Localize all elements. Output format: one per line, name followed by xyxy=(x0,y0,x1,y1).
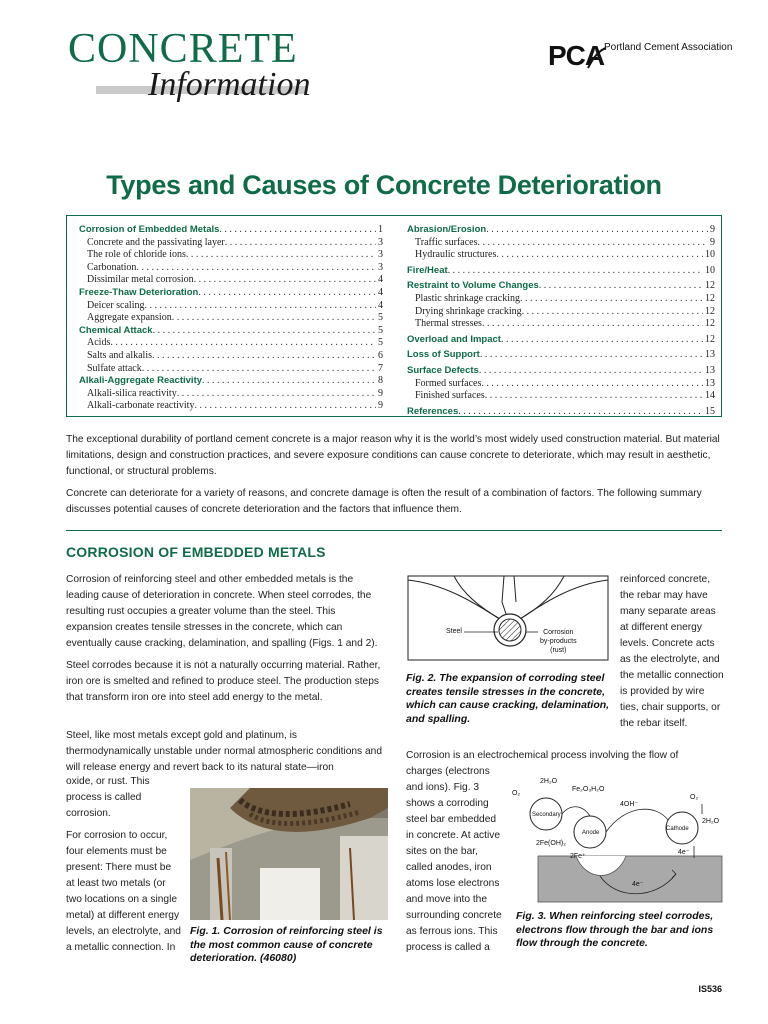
toc-entry-page: 3 xyxy=(378,249,383,261)
toc-entry-page: 4 xyxy=(378,299,383,311)
toc-leader-dots xyxy=(194,274,376,287)
toc-leader-dots xyxy=(144,300,376,313)
toc-entry xyxy=(407,334,715,347)
fig2-label-corrosion xyxy=(540,628,577,655)
toc-entry-page: 8 xyxy=(378,375,383,387)
toc-entry-page: 9 xyxy=(710,236,715,248)
toc-entry-page: 4 xyxy=(378,286,383,298)
toc-entry xyxy=(79,300,383,313)
fig3-label-o2-right: O₂ xyxy=(690,794,699,801)
toc-entry-label: Abrasion/Erosion xyxy=(407,224,487,235)
toc-entry-page: 7 xyxy=(378,362,383,374)
section-paragraph-3a: Steel, like most metals except gold and platinum, is thermodynamically unstable under normal atmospheric conditions and will release energy and revert back to its natural state—iron xyxy=(66,730,382,773)
toc-left-column xyxy=(79,224,383,413)
toc-entry-page: 13 xyxy=(705,377,715,389)
table-of-contents xyxy=(66,215,722,417)
toc-entry-label: Drying shrinkage cracking xyxy=(415,305,522,317)
toc-entry-page: 3 xyxy=(378,236,383,248)
toc-leader-dots xyxy=(479,365,703,378)
fig3-label-cathode: Cathode xyxy=(666,826,689,832)
fig3-label-feoh: 2Fe(OH)₂ xyxy=(536,840,566,847)
fig3-label-e-right: 4e⁻ xyxy=(678,849,690,856)
toc-entry-page: 12 xyxy=(705,333,715,345)
toc-leader-dots xyxy=(482,318,703,331)
toc-entry xyxy=(79,287,383,300)
toc-leader-dots xyxy=(186,249,376,262)
toc-entry xyxy=(407,280,715,293)
toc-entry-page: 5 xyxy=(378,324,383,336)
toc-leader-dots xyxy=(520,293,703,306)
toc-leader-dots xyxy=(501,334,703,347)
toc-leader-dots xyxy=(152,350,376,363)
toc-leader-dots xyxy=(448,265,703,278)
toc-entry-label: Carbonation xyxy=(87,261,137,273)
fig3-label-e-bar: 4e⁻ xyxy=(632,881,644,888)
fig3-label-h2o-top: 2H₂O xyxy=(540,778,558,785)
toc-entry-label: Salts and alkalis xyxy=(87,349,152,361)
toc-entry xyxy=(407,349,715,362)
toc-entry-label: Restraint to Volume Changes xyxy=(407,280,539,292)
toc-leader-dots xyxy=(194,400,376,413)
toc-leader-dots xyxy=(477,237,708,250)
toc-entry-page: 3 xyxy=(378,261,383,273)
fig3-label-o2-left: O₂ xyxy=(512,790,521,797)
toc-leader-dots xyxy=(136,262,376,275)
toc-entry-label: Deicer scaling xyxy=(87,299,145,311)
fig1-corrosion-photo xyxy=(190,788,388,920)
section-paragraph-1: Corrosion of reinforcing steel and other embedded metals is the leading cause of deterioration in concrete. When steel corrodes, the resulting rust occupies a greater volume than the steel. This expansion creates tensile stresses in the concrete, which can eventually cause cracking, delamination, and spalling (Figs. 1 and 2). xyxy=(66,574,378,649)
toc-leader-dots xyxy=(172,312,376,325)
toc-entry xyxy=(407,406,715,419)
toc-entry-page: 5 xyxy=(378,337,383,349)
toc-leader-dots xyxy=(522,306,703,319)
toc-leader-dots xyxy=(153,325,376,338)
toc-entry-label: Surface Defects xyxy=(407,364,479,376)
fig3-label-fe-ion: 2Fe⁺ xyxy=(570,853,586,860)
toc-entry-label: Alkali-carbonate reactivity xyxy=(87,400,195,412)
toc-entry-page: 12 xyxy=(705,305,715,317)
toc-leader-dots xyxy=(481,378,703,391)
fig2-label-corrosion-line3: (rust) xyxy=(550,647,567,654)
fig2-label-steel: Steel xyxy=(446,628,462,635)
toc-entry xyxy=(79,400,383,413)
toc-entry-page: 12 xyxy=(705,280,715,292)
toc-leader-dots xyxy=(142,363,376,376)
toc-entry-page: 9 xyxy=(378,387,383,399)
toc-entry-label: Traffic surfaces xyxy=(415,236,478,248)
toc-leader-dots xyxy=(110,337,376,350)
toc-entry xyxy=(407,224,715,237)
toc-entry xyxy=(79,237,383,250)
document-code: IS536 xyxy=(698,984,722,994)
toc-entry-page: 12 xyxy=(705,292,715,304)
toc-entry xyxy=(79,274,383,287)
toc-entry xyxy=(79,325,383,338)
toc-entry xyxy=(79,363,383,376)
toc-entry-page: 13 xyxy=(705,349,715,361)
toc-entry xyxy=(407,365,715,378)
fig3-label-h2o-right: 2H₂O xyxy=(702,818,720,825)
section-paragraph-3b: oxide, or rust. This process is called corrosion. xyxy=(66,776,150,819)
toc-leader-dots xyxy=(219,224,376,237)
toc-entry-page: 6 xyxy=(378,349,383,361)
fig3-label-fe2o3: Fe₂O₃H₂O xyxy=(572,786,605,793)
toc-entry xyxy=(407,318,715,331)
toc-entry-label: Overload and Impact xyxy=(407,333,501,345)
fig3-caption: Fig. 3. When reinforcing steel corrodes, electrons flow through the bar and ions flow through the concrete. xyxy=(516,910,714,949)
toc-entry-page: 5 xyxy=(378,312,383,324)
toc-entry-label: Concrete and the passivating layer xyxy=(87,236,225,248)
toc-entry-label: References xyxy=(407,405,459,417)
toc-entry-page: 10 xyxy=(705,264,715,276)
toc-entry xyxy=(79,388,383,401)
toc-entry xyxy=(407,378,715,391)
toc-entry-label: Dissimilar metal corrosion xyxy=(87,274,194,286)
fig2-spalling-diagram xyxy=(404,572,612,664)
toc-entry-page: 15 xyxy=(705,405,715,417)
fig2-label-corrosion-line1: Corrosion xyxy=(543,629,574,636)
toc-entry-page: 1 xyxy=(378,224,383,235)
toc-entry-label: Fire/Heat xyxy=(407,264,448,276)
toc-entry-label: Chemical Attack xyxy=(79,324,153,336)
toc-entry-label: Aggregate expansion xyxy=(87,312,172,324)
toc-entry xyxy=(407,293,715,306)
toc-leader-dots xyxy=(458,406,703,419)
toc-leader-dots xyxy=(539,280,703,293)
toc-leader-dots xyxy=(486,224,708,237)
toc-entry-label: Freeze-Thaw Deterioration xyxy=(79,286,199,298)
toc-entry-label: Formed surfaces xyxy=(415,377,482,389)
page-title: Types and Causes of Concrete Deterioration xyxy=(106,170,662,200)
toc-leader-dots xyxy=(177,388,376,401)
brand-concrete: CONCRETE xyxy=(68,26,298,72)
toc-entry xyxy=(407,265,715,278)
intro-paragraph-1: The exceptional durability of portland cement concrete is a major reason why it is the world’s most widely used construction material. But material limitations, design and construction practices, and severe exposure conditions can cause concrete to deteriorate, which may result in aesthetic, functional, or structural problems. xyxy=(66,434,720,477)
toc-leader-dots xyxy=(202,375,376,388)
toc-entry-page: 12 xyxy=(705,318,715,330)
toc-entry-label: Corrosion of Embedded Metals xyxy=(79,224,220,235)
fig3-label-oh: 4OH⁻ xyxy=(620,801,639,808)
toc-leader-dots xyxy=(225,237,376,250)
fig2-caption: Fig. 2. The expansion of corroding steel creates tensile stresses in the concrete, which can cause cracking, delamination, and spalling. xyxy=(406,672,610,725)
toc-leader-dots xyxy=(485,390,703,403)
toc-entry xyxy=(79,350,383,363)
toc-entry-label: Hydraulic structures xyxy=(415,249,497,261)
toc-entry xyxy=(407,390,715,403)
toc-entry-label: Alkali-silica reactivity xyxy=(87,387,177,399)
toc-entry-label: Loss of Support xyxy=(407,349,480,361)
toc-entry xyxy=(407,237,715,250)
toc-entry-page: 10 xyxy=(705,249,715,261)
toc-leader-dots xyxy=(480,349,703,362)
toc-entry xyxy=(79,312,383,325)
toc-entry xyxy=(79,224,383,237)
toc-entry xyxy=(79,375,383,388)
section-heading: CORROSION OF EMBEDDED METALS xyxy=(66,544,326,560)
section-paragraph-2: Steel corrodes because it is not a naturally occurring material. Rather, iron ore is smelted and refined to produce steel. The production steps that transform iron ore into steel add energy to the metal. xyxy=(66,660,381,703)
section-paragraph-5b: charges (electrons and ions). Fig. 3 shows a corroding steel bar embedded in concrete. At active sites on the bar, called anodes, iron atoms lose electrons and move into the surrounding concrete as ferrous ions. This process is called a xyxy=(406,766,502,953)
toc-entry-label: Finished surfaces xyxy=(415,390,485,402)
fig1-caption: Fig. 1. Corrosion of reinforcing steel is the most common cause of concrete deterioration. (46080) xyxy=(190,925,383,964)
toc-entry-label: Thermal stresses xyxy=(415,318,482,330)
publisher-name: Portland Cement Association xyxy=(604,42,733,53)
right-column-paragraph: reinforced concrete, the rebar may have many separate areas at different energy levels. Concrete acts as the electrolyte, and the metallic connection is provided by wire ties, chair supports, or the rebar itself. xyxy=(620,574,724,729)
toc-entry-label: The role of chloride ions xyxy=(87,249,186,261)
brand-information: Information xyxy=(148,66,311,103)
toc-entry-label: Sulfate attack xyxy=(87,362,142,374)
toc-right-column xyxy=(407,224,715,418)
toc-entry xyxy=(79,337,383,350)
toc-entry xyxy=(79,249,383,262)
toc-entry-label: Alkali-Aggregate Reactivity xyxy=(79,375,203,387)
fig3-label-anode: Anode xyxy=(582,830,600,836)
intro-paragraph-2: Concrete can deteriorate for a variety of reasons, and concrete damage is often the result of a combination of factors. The following summary discusses potential causes of concrete deterioration and the factors that influence them. xyxy=(66,488,702,515)
toc-entry-label: Acids xyxy=(87,337,111,349)
toc-leader-dots xyxy=(496,249,703,262)
pca-logo: PCA xyxy=(548,40,605,71)
section-paragraph-4: For corrosion to occur, four elements must be present: There must be at least two metals (or two locations on a single metal) at different energy levels, an electrolyte, and a metallic connection. In xyxy=(66,830,181,953)
toc-entry-page: 9 xyxy=(378,400,383,412)
toc-entry-page: 13 xyxy=(705,364,715,376)
toc-entry-page: 4 xyxy=(378,274,383,286)
toc-entry-page: 14 xyxy=(705,390,715,402)
section-paragraph-5a: Corrosion is an electrochemical process involving the flow of xyxy=(406,750,679,761)
toc-entry-label: Plastic shrinkage cracking xyxy=(415,292,520,304)
section-divider xyxy=(66,530,722,531)
toc-entry-page: 9 xyxy=(710,224,715,235)
toc-entry xyxy=(407,306,715,319)
fig2-label-corrosion-line2: by-products xyxy=(540,638,577,645)
toc-entry xyxy=(407,249,715,262)
toc-entry xyxy=(79,262,383,275)
toc-leader-dots xyxy=(198,287,376,300)
fig3-label-secondary: Secondary xyxy=(532,812,561,818)
